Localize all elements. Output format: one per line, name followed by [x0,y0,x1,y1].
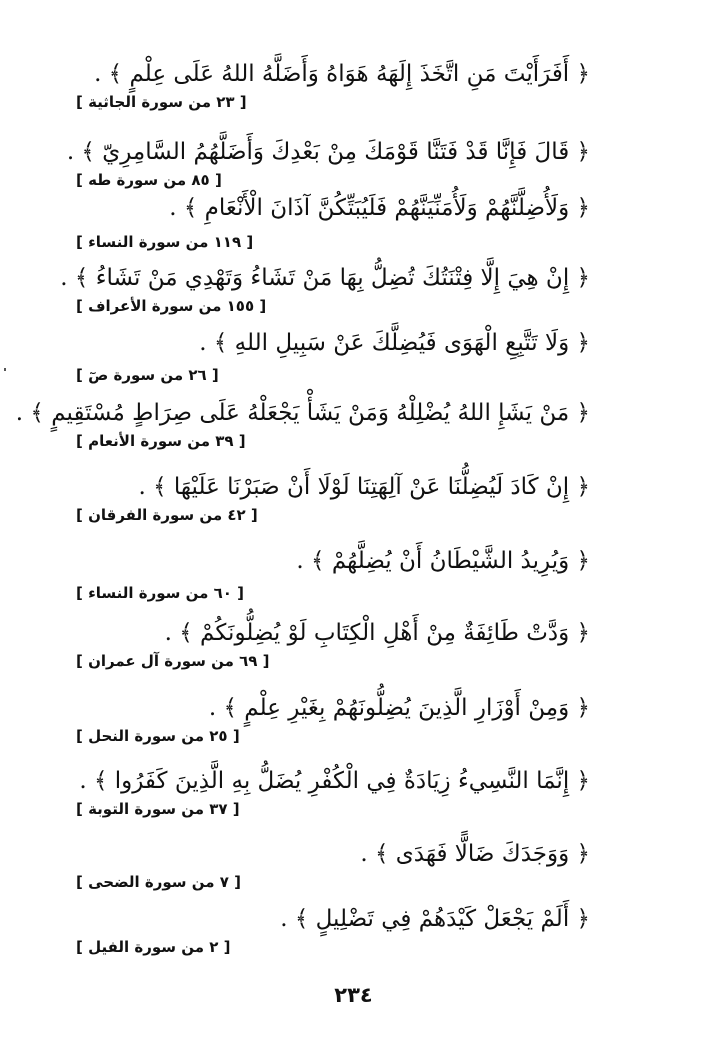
verse-entry [60,838,590,892]
verse-reference-text: [ ٧ من سورة الضحى ] [76,873,241,891]
verse-reference-text: [ ٦٩ من سورة آل عمران ] [76,652,270,670]
verse-text: ﴿ وَوَجَدَكَ ضَالًّا فَهَدَى ﴾ . [360,841,590,867]
verse-reference [60,296,590,316]
verse-entry [60,471,590,525]
verse-entry [60,327,590,385]
verse-entry [60,617,590,671]
verse-reference [60,726,590,746]
verse-entry [60,58,590,112]
scan-edge-mark [4,368,6,371]
verse-text: ﴿ إِنْ كَادَ لَيُضِلُّنَا عَنْ آلِهَتِنَا لَوْلَا أَنْ صَبَرْنَا عَلَيْهَا ﴾ . [138,474,590,500]
verse-text: ﴿ إِنْ هِيَ إِلَّا فِتْنَتُكَ تُضِلُّ بِهَا مَنْ تَشَاءُ وَتَهْدِي مَنْ تَشَاءُ ﴾ . [60,265,590,291]
verse-reference-text: [ ٨٥ من سورة طه ] [76,171,222,189]
verse-text: ﴿ أَفَرَأَيْتَ مَنِ اتَّخَذَ إِلَهَهُ هَوَاهُ وَأَضَلَّهُ اللهُ عَلَى عِلْمٍ ﴾ . [94,61,590,87]
verse-reference [60,431,590,451]
verse-reference-text: [ ١١٩ من سورة النساء ] [76,233,254,251]
verse-text: ﴿ وَلَا تَتَّبِعِ الْهَوَى فَيُضِلَّكَ عَنْ سَبِيلِ اللهِ ﴾ . [199,330,590,356]
verse-text: ﴿ وَمِنْ أَوْزَارِ الَّذِينَ يُضِلُّونَهُمْ بِغَيْرِ عِلْمٍ ﴾ . [208,695,590,721]
verse-reference-text: [ ٣٩ من سورة الأنعام ] [76,432,246,450]
verse-reference [60,937,590,957]
verse-entry [60,545,590,603]
verse-text: ﴿ وَلَأُضِلَّنَّهُمْ وَلَأُمَنِّيَنَّهُمْ فَلَيُبَتِّكُنَّ آذَانَ الْأَنْعَامِ ﴾ . [169,195,590,221]
verse-text: ﴿ قَالَ فَإِنَّا قَدْ فَتَنَّا قَوْمَكَ مِنْ بَعْدِكَ وَأَضَلَّهُمُ السَّامِرِيّ ﴾ . [66,139,590,165]
verse-reference-text: [ ٦٠ من سورة النساء ] [76,584,245,602]
verse-reference-text: [ ٤٢ من سورة الفرقان ] [76,506,258,524]
verse-reference [60,583,590,603]
verse-reference-text: [ ٢٦ من سورة صٓ ] [76,366,219,384]
verse-reference [60,505,590,525]
verse-reference-text: [ ١٥٥ من سورة الأعراف ] [76,297,267,315]
verse-reference-text: [ ٢ من سورة الفيل ] [76,938,231,956]
verse-entry [60,136,590,190]
verse-reference [60,651,590,671]
verse-reference [60,365,590,385]
verse-entry [60,262,590,316]
verse-entry [15,397,590,451]
verse-text: ﴿ وَيُرِيدُ الشَّيْطَانُ أَنْ يُضِلَّهُمْ ﴾ . [296,548,590,574]
verse-entry [60,765,590,819]
verse-reference [60,799,590,819]
verse-reference-text: [ ٣٧ من سورة التوبة ] [76,800,240,818]
verse-reference [60,872,590,892]
verse-reference [60,170,590,190]
verse-reference-text: [ ٢٣ من سورة الجاثية ] [76,93,247,111]
verse-entry [60,903,590,957]
verse-text: ﴿ أَلَمْ يَجْعَلْ كَيْدَهُمْ فِي تَضْلِيلٍ ﴾ . [280,906,590,932]
page-number: ٢٣٤ [334,983,373,1007]
verse-entry [60,692,590,746]
verse-text: ﴿ إِنَّمَا النَّسِيءُ زِيَادَةٌ فِي الْكُفْرِ يُضَلُّ بِهِ الَّذِينَ كَفَرُوا ﴾ . [79,768,590,794]
verse-text: ﴿ مَنْ يَشَإِ اللهُ يُضْلِلْهُ وَمَنْ يَشَأْ يَجْعَلْهُ عَلَى صِرَاطٍ مُسْتَقِيمٍ ﴾ . [15,400,590,426]
verse-entry [60,192,590,252]
verse-reference [60,232,590,252]
verse-reference [60,92,590,112]
verse-text: ﴿ وَدَّتْ طَائِفَةٌ مِنْ أَهْلِ الْكِتَابِ لَوْ يُضِلُّونَكُمْ ﴾ . [164,620,590,646]
verse-reference-text: [ ٢٥ من سورة النحل ] [76,727,240,745]
